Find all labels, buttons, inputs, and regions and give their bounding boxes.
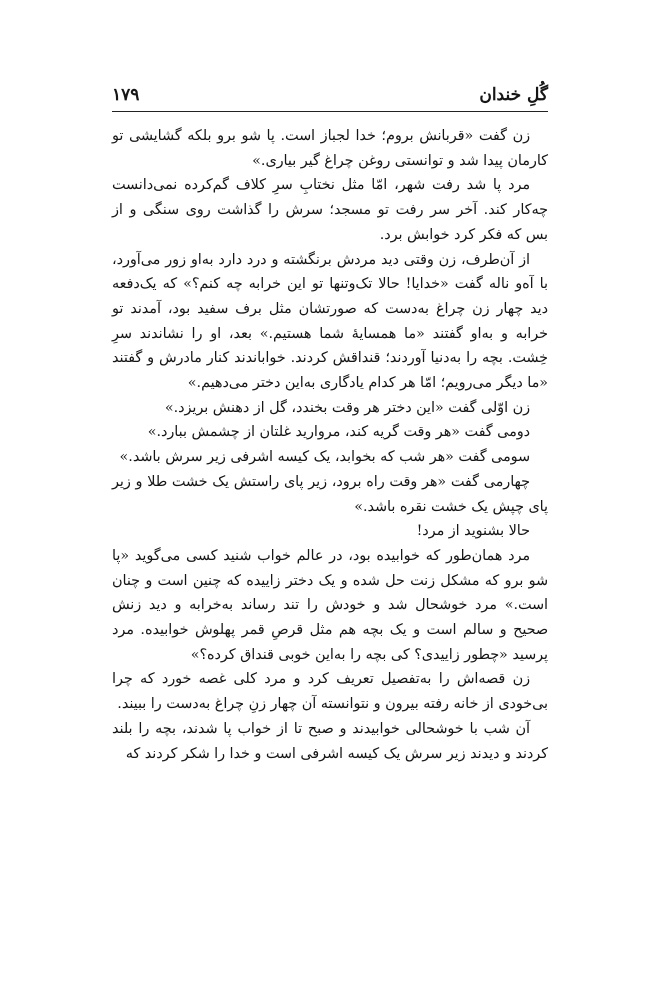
page-number: ۱۷۹	[112, 85, 140, 105]
paragraph: زن گفت «قربانش بروم؛ خدا لجباز است. پا شو برو بلکه گشایشی تو کارمان پیدا شد و توانستی روغن چراغ گیر بیاری.»	[112, 128, 548, 169]
paragraph: از آن‌طرف، زن وقتی دید مردش برنگشته و درد دارد به‌او زور می‌آورد، با آه‌و ناله گفت «خدایا! حالا تک‌وتنها تو این خرابه چه کنم؟» که یک‌دفعه دید چهار زن چراغ به‌دست که صورتشان مثل برف سفید بود، آمدند تو خرابه و به‌او گفتند «ما همسایهٔ شما هستیم.» بعد، او را نشاندند سرِ خِشت. بچه را به‌دنیا آوردند؛ قنداقش کردند. خواباندند کنار مادرش و گفتند «ما دیگر می‌رویم؛ امّا هر کدام یادگاری به‌این دختر می‌دهیم.»	[112, 251, 548, 392]
paragraph: چهارمی گفت «هر وقت راه برود، زیر پای راستش یک خشت طلا و زیر پای چپش یک خشت نقره باشد.»	[112, 473, 548, 515]
body-text	[112, 124, 548, 766]
header-rule	[112, 111, 548, 112]
paragraph: حالا بشنوید از مرد!	[416, 523, 530, 540]
paragraph: آن شب با خوشحالی خوابیدند و صبح تا از خواب پا شدند، بچه را بلند کردند و دیدند زیر سرش یک کیسه اشرفی است و خدا را شکر کردند که	[112, 720, 548, 762]
page-header	[112, 78, 548, 112]
paragraph: زن قصه‌اش را به‌تفصیل تعریف کرد و مرد کلی غصه خورد که چرا بی‌خودی از خانه رفته بیرون و نتوانسته آن چهار زنِ چراغ به‌دست را ببیند.	[112, 671, 548, 713]
paragraph: زن اوّلی گفت «این دختر هر وقت بخندد، گل از دهنش بریزد.»	[164, 399, 530, 416]
paragraph: سومی گفت «هر شب که بخوابد، یک کیسه اشرفی زیر سرش باشد.»	[119, 449, 530, 466]
running-title: گُلِ خندان	[479, 85, 548, 105]
paragraph: مرد همان‌طور که خوابیده بود، در عالم خواب شنید کسی می‌گوید «پا شو برو که مشکل زنت حل شده و یک دختر زاییده که چنین است و چنان است.» مرد خوشحال شد و خودش را تند رساند به‌خرابه و دید زنش صحیح و سالم است و یک بچه هم مثل قرصِ قمر پهلوش خوابیده. مرد پرسید «چطور زاییدی؟ کی بچه را به‌این خوبی قنداق کرده؟»	[112, 547, 548, 663]
paragraph: دومی گفت «هر وقت گریه کند، مروارید غلتان از چشمش ببارد.»	[147, 424, 530, 441]
paragraph: مرد پا شد رفت شهر، امّا مثل نختابِ سرِ کلاف گم‌کرده نمی‌دانست چه‌کار کند. آخر سر رفت تو مسجد؛ سرش را گذاشت روی سنگی و از بس که فکر کرد خوابش برد.	[112, 177, 548, 243]
